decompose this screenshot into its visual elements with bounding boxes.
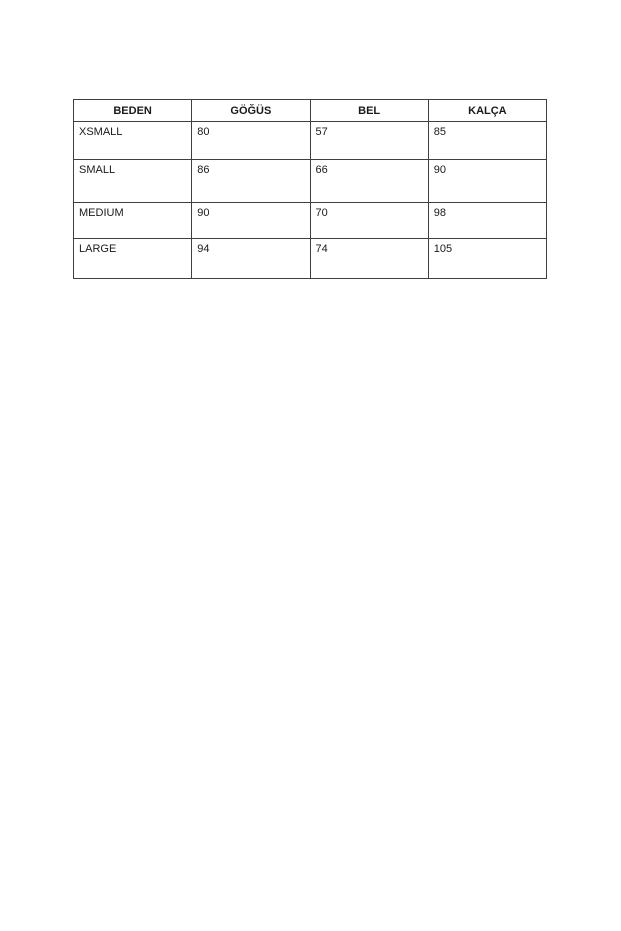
- cell-waist: 74: [310, 239, 428, 279]
- cell-waist: 57: [310, 122, 428, 160]
- cell-waist: 70: [310, 203, 428, 239]
- cell-waist: 66: [310, 160, 428, 203]
- header-gogus: GÖĞÜS: [192, 100, 310, 122]
- table-row: [74, 122, 547, 160]
- cell-hip: 90: [428, 160, 546, 203]
- cell-chest: 86: [192, 160, 310, 203]
- header-beden: BEDEN: [74, 100, 192, 122]
- table-header-row: [74, 100, 547, 122]
- cell-chest: 94: [192, 239, 310, 279]
- size-chart-table: [73, 99, 547, 279]
- header-bel: BEL: [310, 100, 428, 122]
- table-row: [74, 160, 547, 203]
- table-row: [74, 239, 547, 279]
- cell-hip: 98: [428, 203, 546, 239]
- cell-size: LARGE: [74, 239, 192, 279]
- cell-size: XSMALL: [74, 122, 192, 160]
- table-row: [74, 203, 547, 239]
- cell-chest: 80: [192, 122, 310, 160]
- cell-hip: 85: [428, 122, 546, 160]
- cell-size: MEDIUM: [74, 203, 192, 239]
- cell-size: SMALL: [74, 160, 192, 203]
- cell-chest: 90: [192, 203, 310, 239]
- header-kalca: KALÇA: [428, 100, 546, 122]
- cell-hip: 105: [428, 239, 546, 279]
